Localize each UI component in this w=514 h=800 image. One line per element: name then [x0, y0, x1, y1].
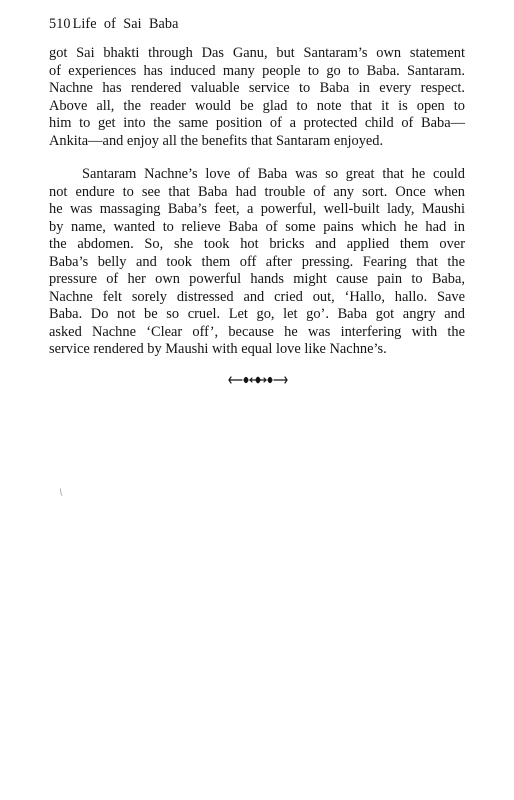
- text-line: of experiences has induced many people to go to Baba. Santaram.: [49, 62, 465, 79]
- running-head: [49, 16, 179, 33]
- text-line: got Sai bhakti through Das Ganu, but Santaram’s own statement: [49, 45, 465, 61]
- text-line: asked Nachne ‘Clear off’, because he was interfering with the: [49, 323, 465, 340]
- text-line: Ankita—and enjoy all the benefits that Santaram enjoyed.: [49, 132, 384, 149]
- text-line: Santaram Nachne’s love of Baba was so great that he could: [82, 166, 465, 182]
- text-line: service rendered by Maushi with equal love like Nachne’s.: [49, 341, 387, 357]
- page-number: 510: [49, 16, 71, 32]
- text-line: Nachne has rendered valuable service to Baba in every respect.: [49, 80, 465, 96]
- body-text: [49, 45, 465, 359]
- text-line: Above all, the reader would be glad to note that it is open to: [49, 97, 465, 114]
- paragraph: [49, 166, 465, 359]
- text-line: him to get into the same position of a protected child of Baba—: [49, 115, 465, 131]
- running-title: Life of Sai Baba: [72, 16, 179, 32]
- section-end-ornament-icon: [228, 372, 288, 388]
- stray-ink-mark: [59, 488, 63, 496]
- text-line: Nachne felt sorely distressed and cried out, ‘Hallo, hallo. Save: [49, 288, 465, 305]
- text-line: Baba. Do not be so cruel. Let go, let go’. Baba got angry and: [49, 306, 465, 322]
- text-line: Baba’s belly and took them off after pressing. Fearing that the: [49, 253, 465, 270]
- text-line: pressure of her own powerful hands might cause pain to Baba,: [49, 271, 465, 287]
- text-line: the abdomen. So, she took hot bricks and applied them over: [49, 236, 465, 252]
- text-line: by name, wanted to relieve Baba of some pains which he had in: [49, 218, 465, 235]
- paragraph: [49, 45, 465, 150]
- text-line: not endure to see that Baba had trouble of any sort. Once when: [49, 183, 465, 200]
- text-line: he was massaging Baba’s feet, a powerful, well-built lady, Maushi: [49, 201, 465, 217]
